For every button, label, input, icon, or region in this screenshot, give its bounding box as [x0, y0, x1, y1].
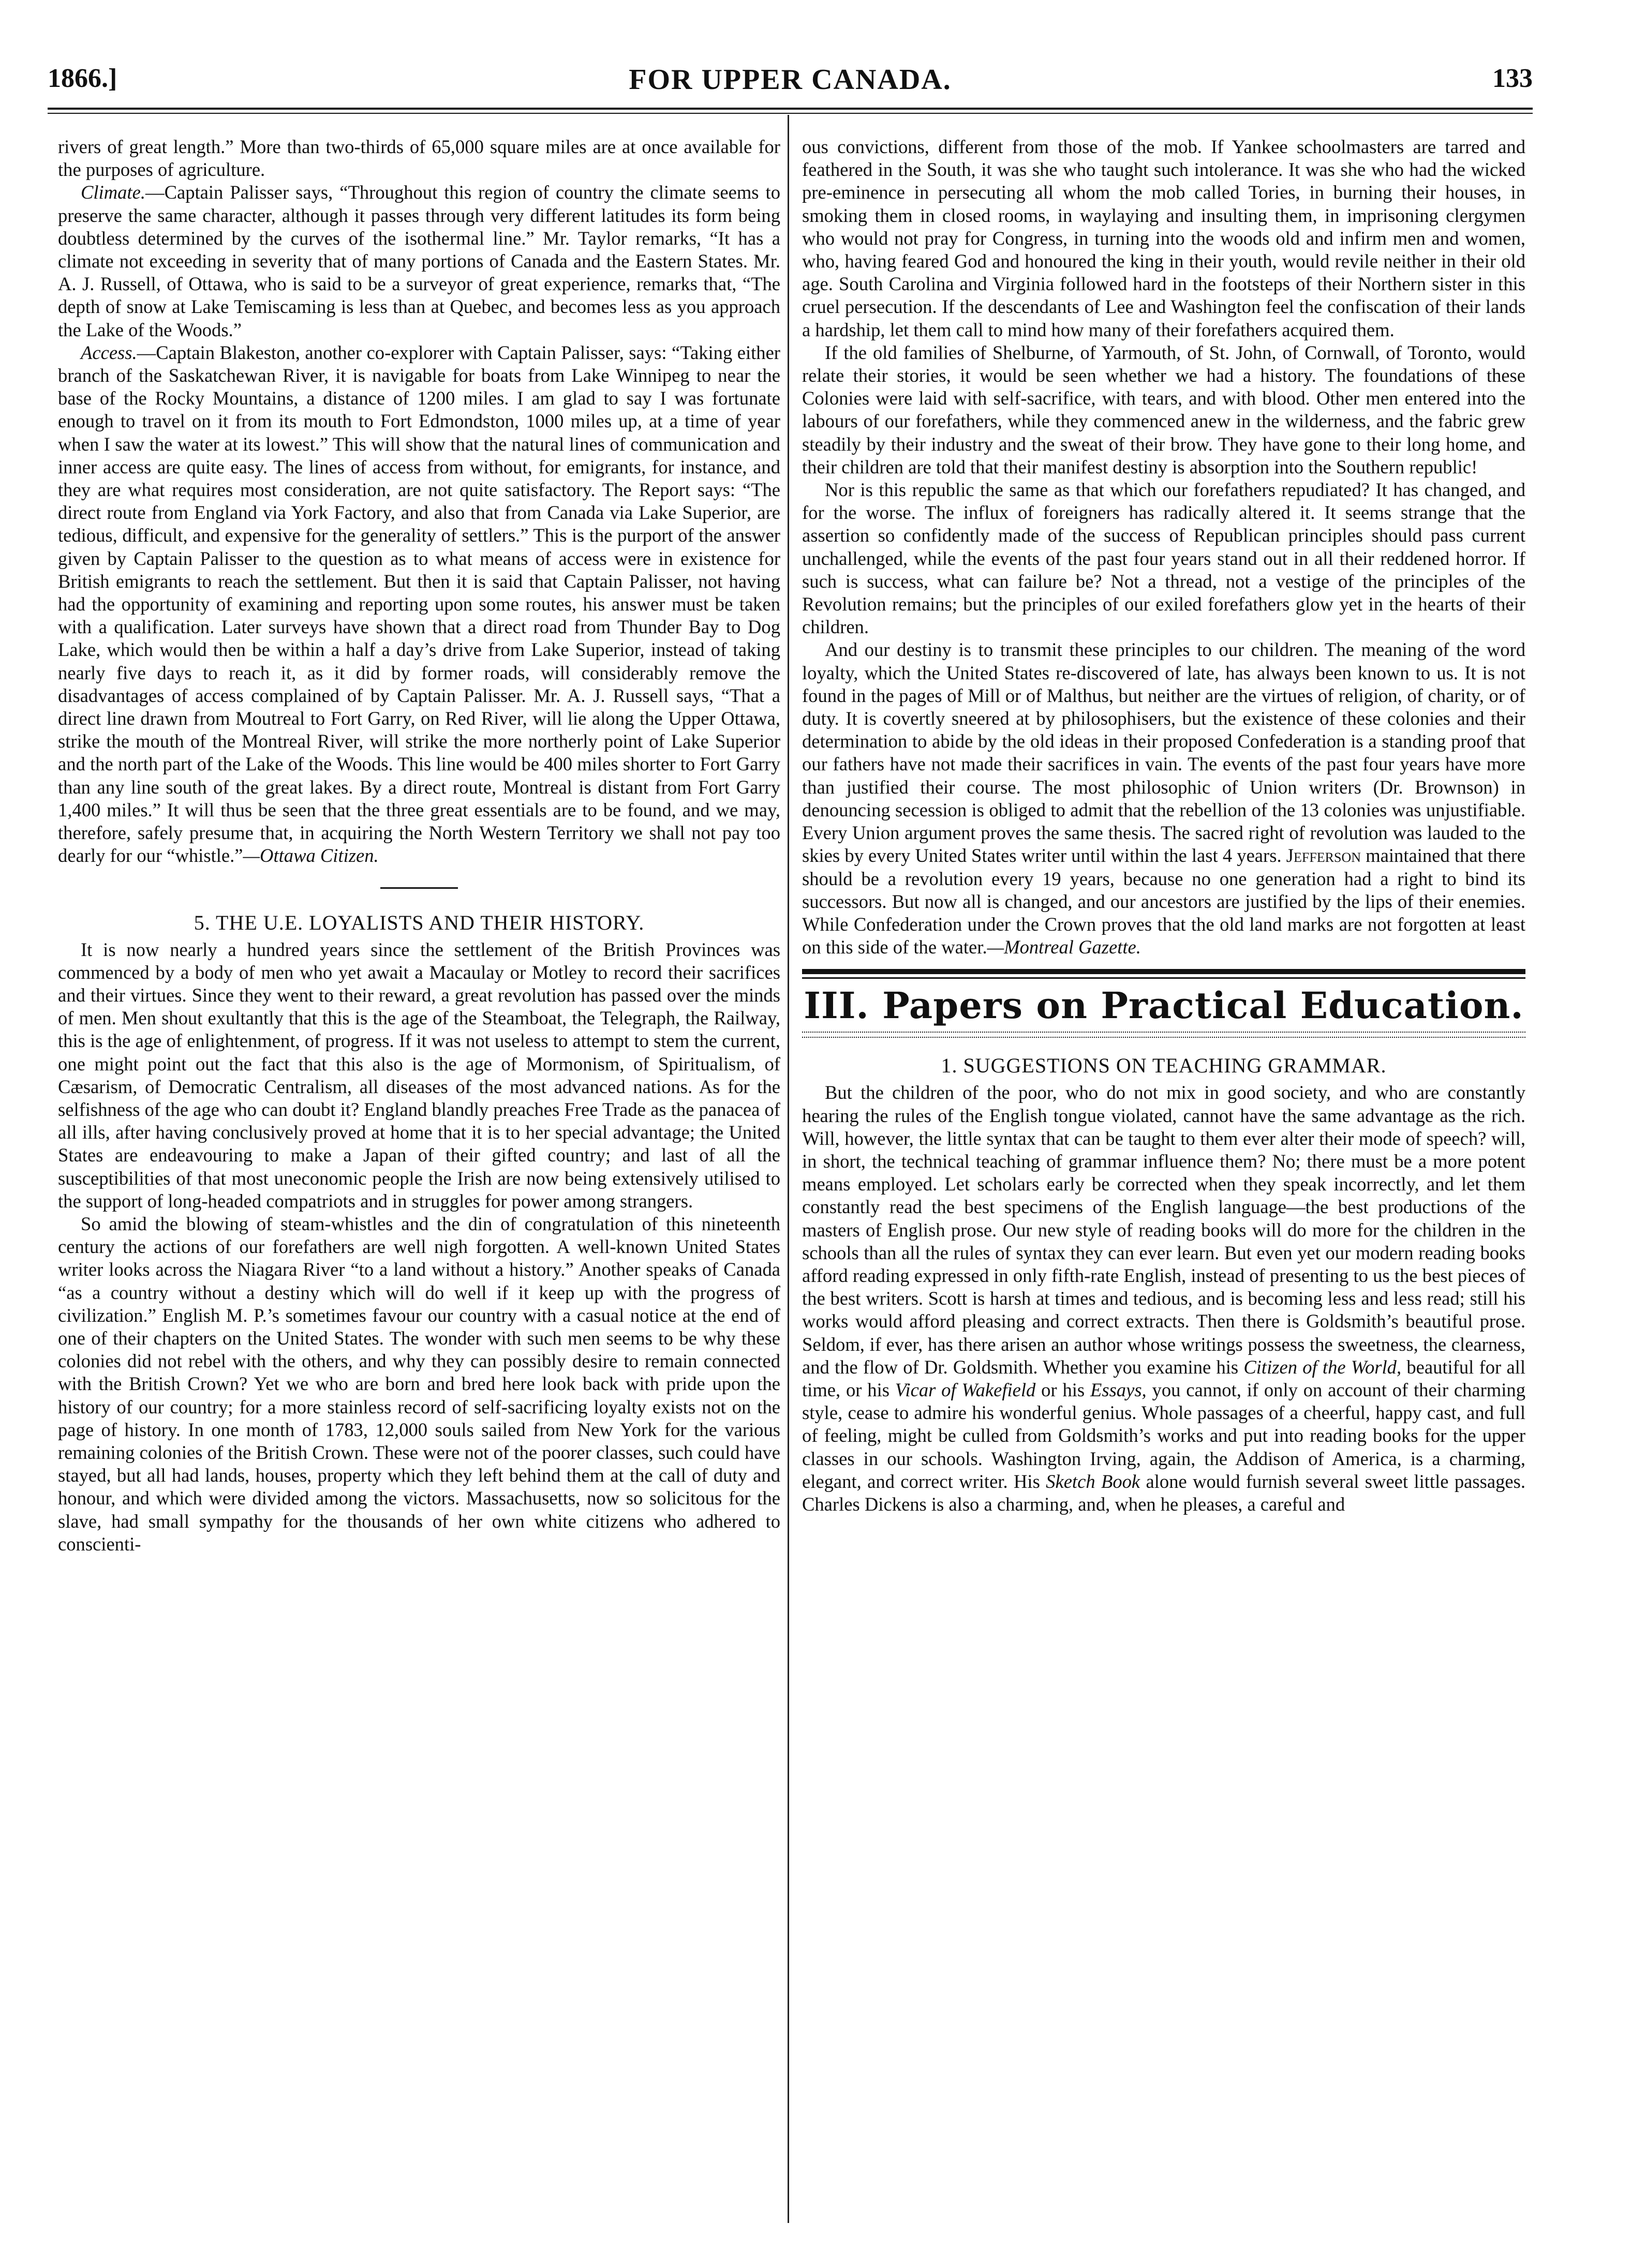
section-rule-wavy: [802, 1032, 1525, 1038]
article-title-loyalists: 5. THE U.E. LOYALISTS AND THEIR HISTORY.: [194, 911, 645, 934]
article-title-grammar: 1. SUGGESTIONS ON TEACHING GRAMMAR.: [941, 1054, 1387, 1078]
grammar-text-d: you cannot, if only on account of their charming style, cease to admire his wonderful genius. Whole passages of a cheerful, happy cast, and full of feeling, might be culled from Goldsmith’s works and put into reading books for the upper classes in our schools. Washington Irving, again, the Addison of America, is a charming, elegant, and correct writer. His: [802, 1379, 1525, 1492]
access-text: —Captain Blakeston, another co-explorer with Captain Palisser, says: “Taking either branch of the Saskatchewan River, it is navigable for boats from Lake Winnipeg to near the base of the Rocky Mountains, a distance of 1200 miles. I am glad to say I was fortunate enough to travel on it from its mouth to Fort Edmondston, 1000 miles up, at a time of year when I saw the water at its lowest.” This will show that the natural lines of communication and inner access are quite easy. The lines of access from without, for emigrants, for instance, and they are what requires most consideration, are not quite satisfactory. The Report says: “The direct route from England via York Factory, and also that from Canada via Lake Superior, are tedious, difficult, and expensive for the generality of settlers.” This is the purport of the answer given by Captain Palisser to the question as to what means of access were in existence for British emigrants to reach the settlement. But then it is said that Captain Palisser, not having had the opportunity of examining and reporting upon some routes, his answer must be taken with a qualification. Later surveys have shown that a direct road from Thunder Bay to Dog Lake, which would then be within a half a day’s drive from Lake Superior, instead of taking nearly five days to reach it, as it did by former roads, will considerably remove the disadvantages of access complained of by Captain Palisser. Mr. A. J. Russell says, “That a direct line drawn from Moutreal to Fort Garry, on Red River, will lie along the Upper Ottawa, strike the mouth of the Montreal River, will strike the more northerly point of Lake Superior and the north part of the Lake of the Woods. This line would be 400 miles shorter to Fort Garry than any line south of the great lakes. By a direct route, Montreal is distant from Fort Garry 1,400 miles.” It will thus be seen that the three great essentials are to be found, and we may, therefore, safely presume that, in acquiring the North Western Territory we shall not pay too dearly for our “whistle.”: [58, 341, 780, 867]
paragraph-republic: Nor is this republic the same as that which our forefathers repudiated? It has changed, and for the worse. The influx of foreigners has radically altered it. It seems strange that the assertion so confidently made of the success of Republican principles should pass current unchallenged, while the events of the past four years stand out in all their reddened horror. If such is success, what can failure be? Not a thread, not a vestige of the principles of the Revolution remains; but the principles of our exiled forefathers glow yet in the hearts of their children.: [802, 479, 1525, 638]
name-jefferson: Jefferson: [1286, 845, 1361, 867]
article-separator: [380, 887, 458, 889]
paragraph-continued: rivers of great length.” More than two-thirds of 65,000 square miles are at once available for the purposes of agriculture.: [58, 136, 780, 181]
paragraph-loyalists-2: So amid the blowing of steam-whistles and the din of congratulation of this nineteenth century the actions of our forefathers are well nigh forgotten. A well-known United States writer looks across the Niagara River “to a land without a history.” Another speaks of Canada “as a country without a destiny which will do well if it keep up with the progress of civilization.” English M. P.’s sometimes favour our country with a casual notice at the end of one of their chapters on the United States. The wonder with such men seems to be why these colonies did not rebel with the others, and why they can possibly desire to remain connected with the British Crown? Yet we who are born and bred here look back with pride upon the history of our country; for a more stainless record of self-sacrificing loyalty exists not on the page of history. In one month of 1783, 12,000 souls sailed from New York for the various remaining colonies of the British Crown. These were not of the poorer classes, such could have stayed, but all had lands, houses, property which they left behind them at the call of duty and honour, and which were divided among the victors. Massachusetts, now so solicitous for the slave, had small sympathy for the thousands of her own white citizens who adhered to conscienti-: [58, 1213, 780, 1555]
source-ottawa-citizen: —Ottawa Citizen.: [243, 845, 379, 867]
header-title: FOR UPPER CANADA.: [629, 64, 952, 96]
title-essays: Essays,: [1090, 1379, 1147, 1400]
title-citizen-of-the-world: Citizen of the World,: [1243, 1356, 1402, 1378]
lead-in-access: Access.: [81, 341, 137, 363]
header-year: 1866.]: [48, 64, 117, 93]
right-column: [802, 136, 1525, 1516]
grammar-text-b: beautiful for all time, or his: [802, 1356, 1526, 1400]
grammar-text-e: alone would furnish several sweet little passages. Charles Dickens is also a charming, and, when he pleases, a careful and: [802, 1470, 1525, 1515]
title-vicar-of-wakefield: Vicar of Wakefield: [895, 1379, 1036, 1400]
title-sketch-book: Sketch Book: [1046, 1470, 1140, 1492]
header-page-number: 133: [1492, 64, 1533, 93]
page-header: [48, 63, 1533, 99]
section-title: III. Papers on Practical Education.: [804, 984, 1524, 1027]
section-rule-thin: [802, 977, 1525, 979]
source-montreal-gazette: —Montreal Gazette.: [987, 936, 1141, 958]
destiny-text: And our destiny is to transmit these principles to our children. The meaning of the word loyalty, which the United States re-discovered of late, has always been known to us. It is not found in the pages of Mill or of Malthus, but neither are the virtues of religion, of charity, or of duty. It is covertly sneered at by philosophisers, but the existence of these colonies and their determination to abide by the old ideas in their proposed Confederation is a standing proof that our fathers have not made their sacrifices in vain. The events of the past four years have more than justified their course. The most philosophic of Union writers (Dr. Brownson) in denouncing secession is obliged to admit that the rebellion of the 13 colonies was unjustifiable. Every Union argument proves the same thesis. The sacred right of revolution was lauded to the skies by every United States writer until within the last 4 years.: [802, 639, 1525, 867]
lead-in-climate: Climate.: [81, 182, 145, 203]
paragraph-continued-right: ous convictions, different from those of the mob. If Yankee schoolmasters are tarred and feathered in the South, it was she who taught such intolerance. It was she who had the wicked pre-eminence in persecuting all whom the mob called Tories, in burning their houses, in smoking them in closed rooms, in waylaying and insulting them, in imprisoning clergymen who would not pray for Congress, in turning into the woods old and infirm men and women, who, having feared God and honoured the king in their youth, would revile neither in their old age. South Carolina and Virginia followed hard in the footsteps of their Northern sister in this cruel persecution. If the descendants of Lee and Washington feel the confiscation of their lands a hardship, let them call to mind how many of their forefathers acquired them.: [802, 136, 1525, 340]
paragraph-loyalists-1: It is now nearly a hundred years since the settlement of the British Provinces was commenced by a body of men who yet await a Macaulay or Motley to record their sacrifices and their virtues. Since they went to their reward, a great revolution has passed over the minds of men. Men shout exultantly that this is the age of the Steamboat, the Telegraph, the Railway, this is the age of enlightenment, of progress. If it was not useless to attempt to stem the current, one might point out the fact that this also is the age of Mormonism, of Spiritualism, of Cæsarism, of Democratic Centralism, all diseases of the most advanced nations. As for the selfishness of the age who can doubt it? England blandly preaches Free Trade as the panacea of all ills, after having conclusively proved at home that it is to her special advantage; the United States are endeavouring to make a Japan of their gifted country; and last of all the susceptibilities of that most uneconomic people the Irish are now being extensively utilised to the support of long-headed compatriots and in struggles for power among strangers.: [58, 938, 780, 1212]
header-rule-thin: [48, 113, 1533, 114]
paragraph-climate: [58, 181, 780, 341]
paragraph-grammar: [802, 1081, 1525, 1516]
section-header-block: [802, 969, 1525, 1038]
grammar-text-a: But the children of the poor, who do not mix in good society, and who are constantly hearing the rules of the English tongue violated, cannot have the same advantage as the rich. Will, however, the little syntax that can be taught to them ever alter their mode of speech? will, in short, the technical teaching of grammar influence them? No; there must be a more potent means employed. Let scholars early be corrected when they speak incorrectly, and let them constantly read the best specimens of the English language—the best productions of the masters of English prose. Our new style of reading books will do more for the children in the schools than all the rules of syntax they can ever learn. But even yet our modern reading books afford reading expressed in only fifth-rate English, instead of presenting to us the best pieces of the best writers. Scott is harsh at times and tedious, and is becoming less and less read; still his works would afford pleasing and correct extracts. Then there is Goldsmith’s beautiful prose. Seldom, if ever, has there arisen an author whose writings possess the sweetness, the clearness, and the flow of Dr. Goldsmith. Whether you examine his: [802, 1082, 1525, 1378]
paragraph-old-families: If the old families of Shelburne, of Yarmouth, of St. John, of Cornwall, of Toronto, would relate their stories, it would be seen whether we had a history. The foundations of these Colonies were laid with self-sacrifice, with tears, and with blood. Other men entered into the labours of our forefathers, while they commenced anew in the wilderness, and the fabric grew steadily by their industry and the sweat of their brow. They have gone to their long home, and their children are told that their manifest destiny is absorption into the Southern republic!: [802, 341, 1525, 478]
destiny-text-cont: maintained that there should be a revolution every 19 years, because no one generation had a right to bind its successors. But now all is changed, and our ancestors are justified by the lips of their enemies. While Confederation under the Crown proves that the old land marks are not forgotten at least on this side of the water.: [802, 845, 1525, 958]
header-rule-thick: [48, 108, 1533, 110]
climate-text: —Captain Palisser says, “Throughout this region of country the climate seems to preserve the same character, although it passes through very different latitudes its form being doubtless determined by the curves of the isothermal line.” Mr. Taylor remarks, “It has a climate not exceeding in severity that of many portions of Canada and the Eastern States. Mr. A. J. Russell, of Ottawa, who is said to be a surveyor of great experience, remarks that, “The depth of snow at Lake Temiscaming is less than at Quebec, and becomes less as you approach the Lake of the Woods.”: [58, 182, 780, 340]
column-divider: [788, 115, 789, 2223]
left-column: [58, 136, 780, 1556]
paragraph-destiny: [802, 638, 1525, 959]
paragraph-access: [58, 341, 780, 868]
grammar-text-c: or his: [1035, 1379, 1090, 1400]
section-rule-thick: [802, 969, 1525, 974]
